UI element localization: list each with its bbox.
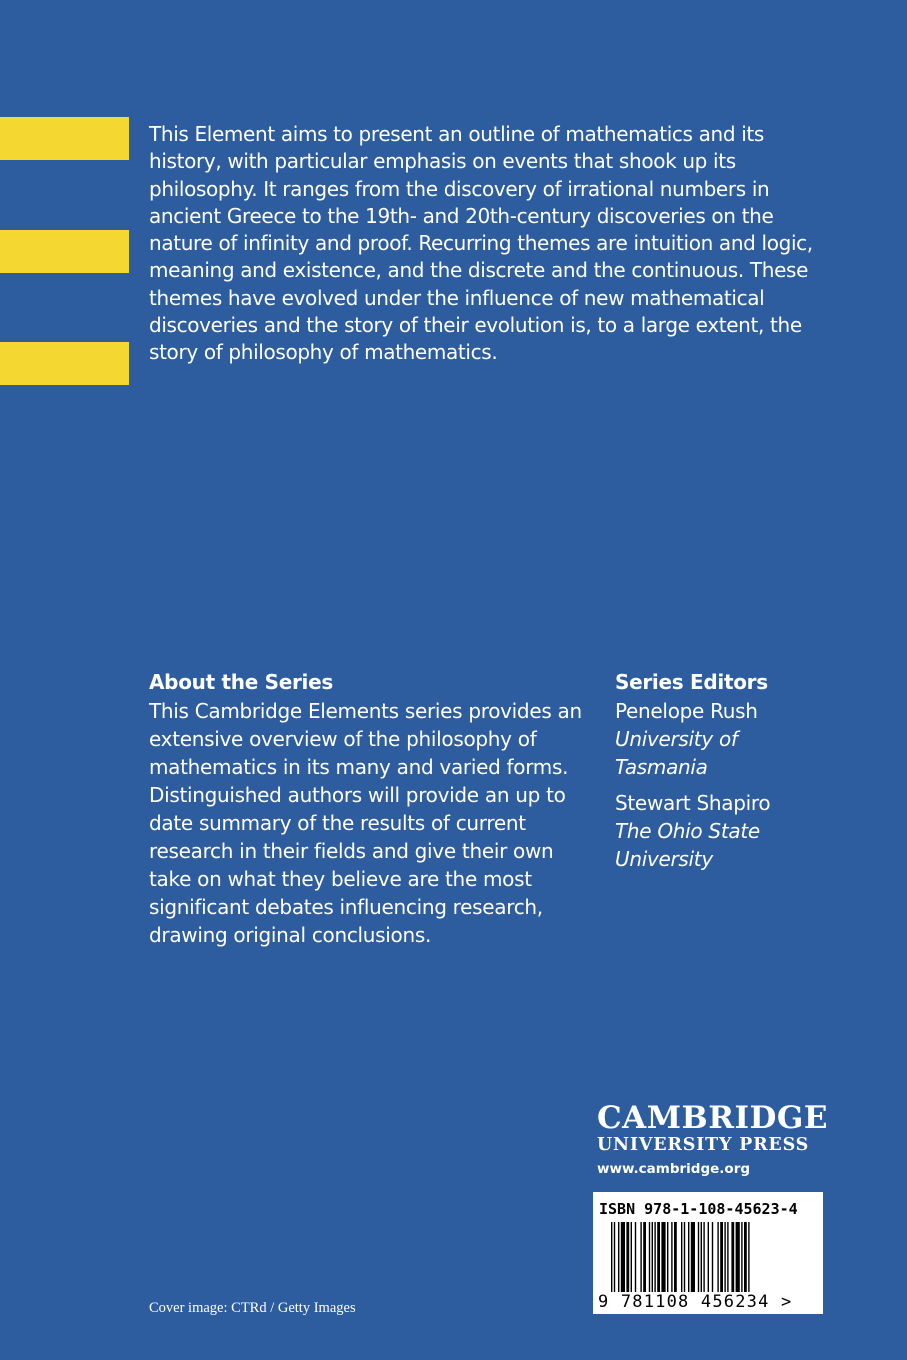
series-editors-heading: Series Editors (615, 670, 768, 694)
publisher-url: www.cambridge.org (597, 1161, 751, 1177)
cover-image-credit: Cover image: CTRd / Getty Images (149, 1300, 356, 1316)
about-series-text: This Cambridge Elements series provides an extensive overview of the philosophy of mathematics in its many and varied forms. Distinguished authors will provide an up to date summary of the results of current research in their fields and give their own take on what they believe are the most significant debates influencing research, drawing original conclusions. (149, 699, 582, 947)
about-series-section (149, 668, 589, 949)
publisher-logo (597, 1102, 827, 1180)
publisher-name: CAMBRIDGE (597, 1100, 828, 1136)
publisher-subtitle: UNIVERSITY PRESS (597, 1135, 810, 1155)
isbn-barcode (593, 1192, 823, 1314)
editor-entry (615, 789, 815, 873)
barcode-digits: 9 781108 456234 > (598, 1292, 793, 1312)
yellow-accent-bar-1 (0, 117, 129, 160)
editor-entry (615, 697, 815, 781)
editor-name: Penelope Rush (615, 699, 758, 723)
editor-affiliation: University of Tasmania (615, 727, 738, 779)
yellow-accent-bar-3 (0, 342, 129, 385)
yellow-accent-bar-2 (0, 230, 129, 273)
editor-affiliation: The Ohio State University (615, 819, 760, 871)
series-editors-section (615, 668, 815, 881)
isbn-label: ISBN 978-1-108-45623-4 (599, 1200, 798, 1218)
book-blurb: This Element aims to present an outline of mathematics and its history, with particular emphasis on events that shook up its philosophy. It ranges from the discovery of irrational numbers in ancient Greece to the 19th- and 20th-century discoveries on the nature of infinity and proof. Recurring themes are intuition and logic, meaning and existence, and the discrete and the continuous. These themes have evolved under the influence of new mathematical discoveries and the story of their evolution is, to a large extent, the story of philosophy of mathematics. (149, 122, 813, 365)
editor-name: Stewart Shapiro (615, 791, 771, 815)
about-series-heading: About the Series (149, 670, 333, 694)
barcode-bars-graphic (593, 1222, 823, 1294)
